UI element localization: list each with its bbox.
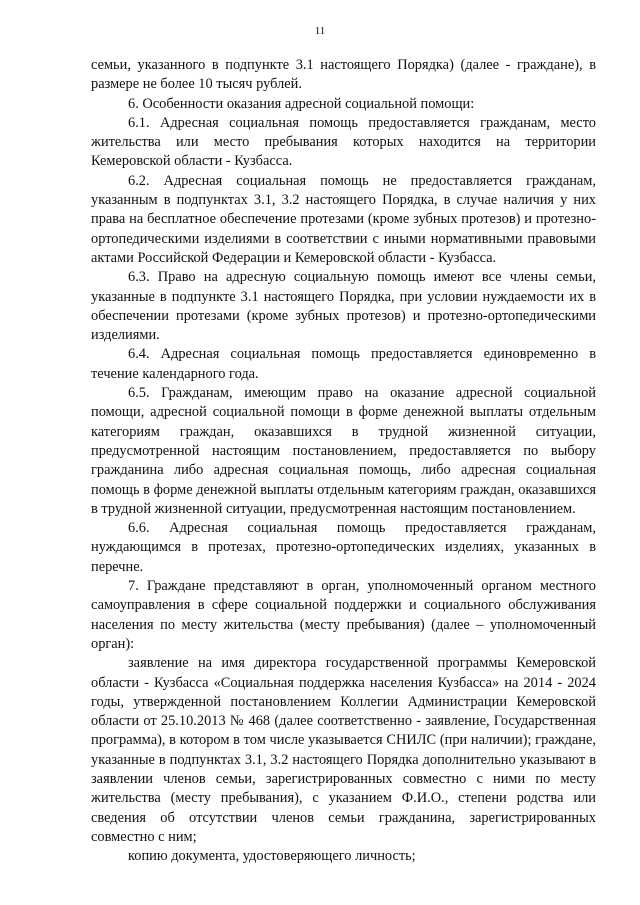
paragraph: 6. Особенности оказания адресной социальной помощи: [128, 95, 475, 112]
paragraph: копию документа, удостоверяющего личность; [128, 848, 416, 865]
paragraph: 6.4. Адресная социальная помощь предоставляется единовременно в течение календарного года. [91, 346, 596, 382]
document-body [91, 56, 596, 866]
paragraph: 6.5. Гражданам, имеющим право на оказание адресной социальной помощи, адресной социальной помощи в форме денежной выплаты отдельным категориям граждан, оказавшихся в трудной жизненной ситуации, предусмотренной настоящим постановлением, предоставляется по выбору гражданина либо адресная социальная помощь, либо адресная социальная помощь в форме денежной выплаты отдельным категориям граждан, оказавшихся в трудной жизненной ситуации, предусмотренная настоящим постановлением. [91, 385, 596, 517]
paragraph: 6.2. Адресная социальная помощь не предоставляется гражданам, указанным в подпунктах 3.1, 3.2 настоящего Порядка, в случае наличия у них права на бесплатное обеспечение протезами (кроме зубных протезов) и протезно-ортопедическими изделиями в соответствии с иными нормативными правовыми актами Российской Федерации и Кемеровской области - Кузбасса. [91, 172, 596, 266]
paragraph: 6.1. Адресная социальная помощь предоставляется гражданам, место жительства или место пребывания которых находится на территории Кемеровской области - Кузбасса. [91, 114, 596, 170]
paragraph: 6.3. Право на адресную социальную помощь имеют все члены семьи, указанные в подпункте 3.1 настоящего Порядка, при условии нуждаемости их в обеспечении протезами (кроме зубных протезов) и протезно-ортопедическими изделиями. [91, 269, 596, 344]
paragraph: заявление на имя директора государственной программы Кемеровской области - Кузбасса «Социальная поддержка населения Кузбасса» на 2014 - 2024 годы, утвержденной постановлением Коллегии Администрации Кемеровской области от 25.10.2013 № 468 (далее соответственно - заявление, Государственная программа), в котором в том числе указывается СНИЛС (при наличии); граждане, указанные в подпунктах 3.1, 3.2 настоящего Порядка дополнительно указывают в заявлении членов семьи, зарегистрированных совместно с ними по месту жительства (месту пребывания), с указанием Ф.И.О., степени родства или сведения об отсутствии членов семьи гражданина, зарегистрированных совместно с ним; [91, 655, 596, 845]
page-number: 11 [314, 25, 326, 37]
paragraph: семьи, указанного в подпункте 3.1 настоящего Порядка) (далее - граждане), в размере не более 10 тысяч рублей. [91, 57, 596, 93]
paragraph: 7. Граждане представляют в орган, уполномоченный органом местного самоуправления в сфере социальной поддержки и социального обслуживания населения по месту жительства (месту пребывания) (далее – уполномоченный орган): [91, 578, 596, 652]
paragraph: 6.6. Адресная социальная помощь предоставляется гражданам, нуждающимся в протезах, протезно-ортопедических изделиях, указанных в перечне. [91, 520, 596, 575]
